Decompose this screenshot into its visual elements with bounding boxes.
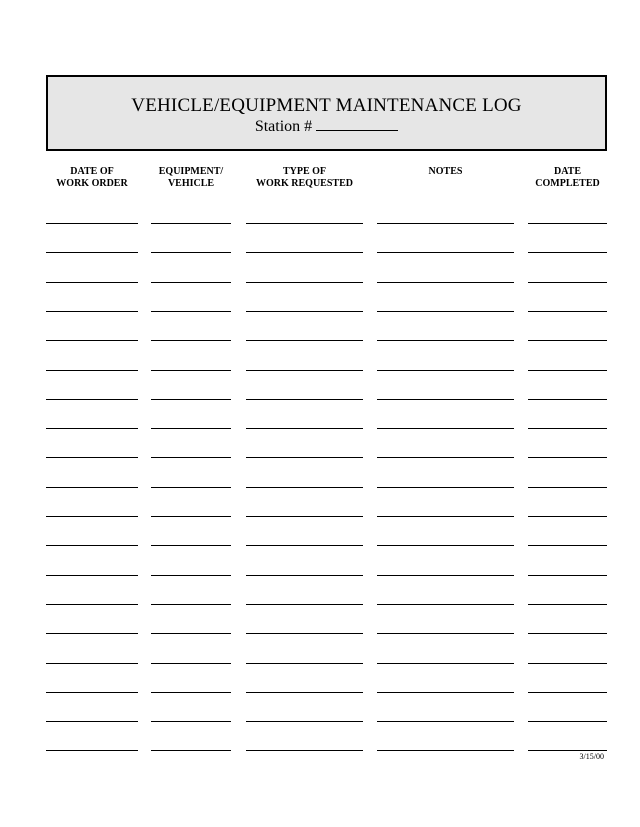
entry-blank-line[interactable] bbox=[151, 575, 231, 576]
entry-blank-line[interactable] bbox=[528, 516, 607, 517]
entry-blank-line[interactable] bbox=[151, 545, 231, 546]
entry-blank-line[interactable] bbox=[46, 604, 138, 605]
form-title-box bbox=[46, 75, 607, 151]
entry-blank-line[interactable] bbox=[46, 370, 138, 371]
entry-blank-line[interactable] bbox=[246, 370, 363, 371]
entry-blank-line[interactable] bbox=[246, 663, 363, 664]
revision-date: 3/15/00 bbox=[579, 752, 604, 761]
column-header-type-of-work-requested bbox=[246, 166, 363, 190]
entry-blank-line[interactable] bbox=[46, 487, 138, 488]
entry-blank-line[interactable] bbox=[151, 428, 231, 429]
entry-blank-line[interactable] bbox=[377, 428, 514, 429]
entry-blank-line[interactable] bbox=[246, 428, 363, 429]
entry-blank-line[interactable] bbox=[377, 633, 514, 634]
entry-blank-line[interactable] bbox=[46, 428, 138, 429]
entry-blank-line[interactable] bbox=[46, 457, 138, 458]
entry-blank-line[interactable] bbox=[377, 457, 514, 458]
entry-blank-line[interactable] bbox=[528, 340, 607, 341]
entry-blank-line[interactable] bbox=[46, 750, 138, 751]
column-header-date-completed bbox=[528, 166, 607, 190]
entry-blank-line[interactable] bbox=[151, 692, 231, 693]
entry-blank-line[interactable] bbox=[46, 223, 138, 224]
entry-blank-line[interactable] bbox=[246, 604, 363, 605]
entry-blank-line[interactable] bbox=[151, 223, 231, 224]
entry-blank-line[interactable] bbox=[377, 750, 514, 751]
entry-blank-line[interactable] bbox=[46, 633, 138, 634]
entry-blank-line[interactable] bbox=[151, 750, 231, 751]
entry-blank-line[interactable] bbox=[246, 692, 363, 693]
entry-blank-line[interactable] bbox=[528, 457, 607, 458]
column-header-line: EQUIPMENT/ bbox=[158, 166, 224, 177]
entry-blank-line[interactable] bbox=[528, 282, 607, 283]
column-header-line: WORK ORDER bbox=[56, 178, 128, 189]
column-header-notes bbox=[377, 166, 514, 178]
entry-blank-line[interactable] bbox=[246, 340, 363, 341]
entry-blank-line[interactable] bbox=[151, 516, 231, 517]
entry-blank-line[interactable] bbox=[46, 575, 138, 576]
entry-blank-line[interactable] bbox=[46, 663, 138, 664]
entry-blank-line[interactable] bbox=[246, 750, 363, 751]
entry-blank-line[interactable] bbox=[151, 604, 231, 605]
entry-blank-line[interactable] bbox=[46, 545, 138, 546]
entry-blank-line[interactable] bbox=[151, 663, 231, 664]
entry-blank-line[interactable] bbox=[528, 399, 607, 400]
entry-blank-line[interactable] bbox=[151, 633, 231, 634]
entry-blank-line[interactable] bbox=[151, 457, 231, 458]
entry-blank-line[interactable] bbox=[246, 457, 363, 458]
entry-blank-line[interactable] bbox=[377, 340, 514, 341]
column-header-equipment-vehicle bbox=[151, 166, 231, 190]
entry-blank-line[interactable] bbox=[46, 721, 138, 722]
entry-blank-line[interactable] bbox=[246, 545, 363, 546]
entry-blank-line[interactable] bbox=[528, 692, 607, 693]
entry-blank-line[interactable] bbox=[377, 545, 514, 546]
entry-blank-line[interactable] bbox=[528, 663, 607, 664]
entry-blank-line[interactable] bbox=[377, 516, 514, 517]
entry-blank-line[interactable] bbox=[377, 223, 514, 224]
entry-blank-line[interactable] bbox=[151, 370, 231, 371]
form-title: VEHICLE/EQUIPMENT MAINTENANCE LOG bbox=[131, 95, 522, 116]
entry-blank-line[interactable] bbox=[528, 223, 607, 224]
entry-blank-line[interactable] bbox=[377, 487, 514, 488]
entry-blank-line[interactable] bbox=[46, 340, 138, 341]
entry-blank-line[interactable] bbox=[377, 282, 514, 283]
entry-blank-line[interactable] bbox=[151, 340, 231, 341]
entry-blank-line[interactable] bbox=[528, 428, 607, 429]
column-header-line: VEHICLE bbox=[167, 178, 215, 189]
entry-blank-line[interactable] bbox=[151, 311, 231, 312]
station-label: Station # bbox=[254, 118, 313, 135]
column-header-line: WORK REQUESTED bbox=[256, 178, 353, 189]
entry-blank-line[interactable] bbox=[246, 223, 363, 224]
entry-blank-line[interactable] bbox=[46, 516, 138, 517]
entry-blank-line[interactable] bbox=[151, 487, 231, 488]
entry-blank-line[interactable] bbox=[246, 487, 363, 488]
entry-blank-line[interactable] bbox=[46, 692, 138, 693]
entry-blank-line[interactable] bbox=[528, 487, 607, 488]
entry-blank-line[interactable] bbox=[377, 692, 514, 693]
entry-blank-line[interactable] bbox=[246, 721, 363, 722]
entry-blank-line[interactable] bbox=[528, 604, 607, 605]
entry-blank-line[interactable] bbox=[246, 252, 363, 253]
entry-blank-line[interactable] bbox=[246, 633, 363, 634]
entry-blank-line[interactable] bbox=[151, 282, 231, 283]
entry-blank-line[interactable] bbox=[528, 721, 607, 722]
entry-blank-line[interactable] bbox=[246, 575, 363, 576]
entry-blank-line[interactable] bbox=[246, 311, 363, 312]
station-number-blank[interactable] bbox=[316, 116, 398, 131]
entry-blank-line[interactable] bbox=[377, 370, 514, 371]
column-header-line: TYPE OF bbox=[282, 166, 327, 177]
entry-blank-line[interactable] bbox=[377, 575, 514, 576]
entry-blank-line[interactable] bbox=[151, 399, 231, 400]
entry-blank-line[interactable] bbox=[377, 721, 514, 722]
entry-blank-line[interactable] bbox=[246, 282, 363, 283]
entry-blank-line[interactable] bbox=[377, 663, 514, 664]
entry-blank-line[interactable] bbox=[46, 252, 138, 253]
entry-blank-line[interactable] bbox=[528, 575, 607, 576]
entry-blank-line[interactable] bbox=[528, 370, 607, 371]
entry-blank-line[interactable] bbox=[528, 252, 607, 253]
entry-blank-line[interactable] bbox=[377, 311, 514, 312]
entry-blank-line[interactable] bbox=[46, 282, 138, 283]
column-header-date-of-work-order bbox=[46, 166, 138, 190]
entry-blank-line[interactable] bbox=[46, 399, 138, 400]
column-header-line: COMPLETED bbox=[535, 178, 600, 189]
station-line bbox=[48, 116, 605, 136]
entry-blank-line[interactable] bbox=[46, 311, 138, 312]
entry-blank-line[interactable] bbox=[528, 311, 607, 312]
entry-blank-line[interactable] bbox=[151, 252, 231, 253]
column-header-line: DATE OF bbox=[70, 166, 114, 177]
column-header-line: DATE bbox=[553, 166, 582, 177]
entry-blank-line[interactable] bbox=[528, 750, 607, 751]
entry-blank-line[interactable] bbox=[528, 633, 607, 634]
entry-blank-line[interactable] bbox=[528, 545, 607, 546]
entry-blank-line[interactable] bbox=[246, 516, 363, 517]
entry-blank-line[interactable] bbox=[377, 399, 514, 400]
entry-blank-line[interactable] bbox=[377, 252, 514, 253]
column-header-line: NOTES bbox=[428, 166, 463, 177]
entry-blank-line[interactable] bbox=[151, 721, 231, 722]
entry-blank-line[interactable] bbox=[377, 604, 514, 605]
entry-blank-line[interactable] bbox=[246, 399, 363, 400]
